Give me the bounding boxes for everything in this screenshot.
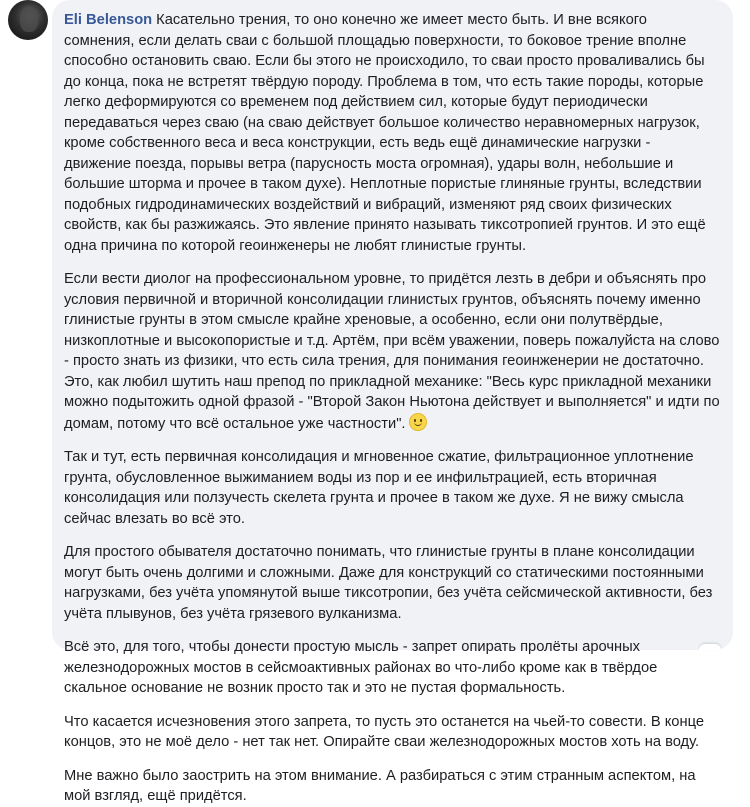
comment-intro-text: Касательно трения, то оно конечно же имеет место быть. И вне всякого сомнения, если делать сваи с большой площадью поверхности, то боковое трение вполне способно остановить сваю. Если бы этого не происходило, то сваи просто проваливались бы до конца, пока не встретят твёрдую породу. Проблема в том, что есть такие породы, которые легко деформируются со временем под действием сил, которые будут периодически передаваться через сваю (на сваю действует большое количество неравномерных нагрузок, кроме собственного веса и веса конструкции, есть ведь ещё динамические нагрузки - движение поезда, порывы ветра (парусность моста огромная), удары волн, небольшие и большие шторма и прочее в таком духе). Неплотные пористые глиняные грунты, вследствии подобных гидродинамических воздействий и вибраций, изменяют ряд своих физических свойств, как бы разжижаясь. Это явление принято называть тиксотропией грунтов. И это ещё одна причина по которой геоинженеры не любят глинистые грунты. — [64, 12, 706, 254]
avatar[interactable] — [8, 0, 48, 40]
avatar-silhouette — [20, 6, 38, 32]
smile-emoji-icon — [409, 413, 427, 431]
comment-paragraph-6: Что касается исчезновения этого запрета, то пусть это останется на чьей-то совести. В конце концов, это не моё дело - нет так нет. Опирайте сваи железнодорожных мостов хоть на воду. — [64, 713, 705, 750]
comment-paragraph-2 — [64, 269, 721, 434]
comment-paragraph-1 — [64, 10, 721, 256]
author-name-link[interactable]: Eli Belenson — [64, 12, 153, 28]
reaction-tab[interactable] — [699, 644, 721, 650]
comment-paragraph-3: Так и тут, есть первичная консолидация и мгновенное сжатие, фильтрационное уплотнение грунта, обусловленное выжиманием воды из пор и ее инфильтрацией, есть вторичная консолидация или ползучесть скелета грунта и прочее в таком же духе. Я не вижу смысла сейчас влезать во всё это. — [64, 449, 694, 527]
comment-bubble — [52, 0, 733, 804]
comment-paragraph-4: Для простого обывателя достаточно понимать, что глинистые грунты в плане консолидации могут быть очень долгими и сложными. Даже для конструкций со статическими постоянными нагрузками, без учёта упомянутой выше тиксотропии, без учёта сейсмической активности, без учёта плывунов, без учёта грязевого вулканизма. — [64, 544, 713, 622]
comment-paragraph-7: Мне важно было заострить на этом внимание. А разбираться с этим странным аспектом, на мой взгляд, ещё придётся. — [64, 767, 696, 804]
comment-paragraph-5: Всё это, для того, чтобы донести простую мысль - запрет опирать пролёты арочных железнодорожных мостов в сейсмоактивных районах во что-либо кроме как в твёрдое скальное основание не возник просто так и это не пустая формальность. — [64, 639, 658, 696]
paragraph-2-text: Если вести диолог на профессиональном уровне, то придётся лезть в дебри и объяснять про условия первичной и вторичной консолидации глинистых грунтов, объяснять почему именно глинистые грунты в этом смысле крайне хреновые, а особенно, если они полутвёрдые, низкоплотные и высокопористые и т.д. Артём, при всём уважении, поверь пожалуйста на слово - просто знать из физики, что есть сила трения, для понимания геоинженерии не достаточно. Это, как любил шутить наш препод по прикладной механике: "Весь курс прикладной механики можно подытожить одной фразой - "Второй Закон Ньютона действует и выполняется" и идти по домам, потому что всё остальное уже частности". — [64, 271, 720, 432]
